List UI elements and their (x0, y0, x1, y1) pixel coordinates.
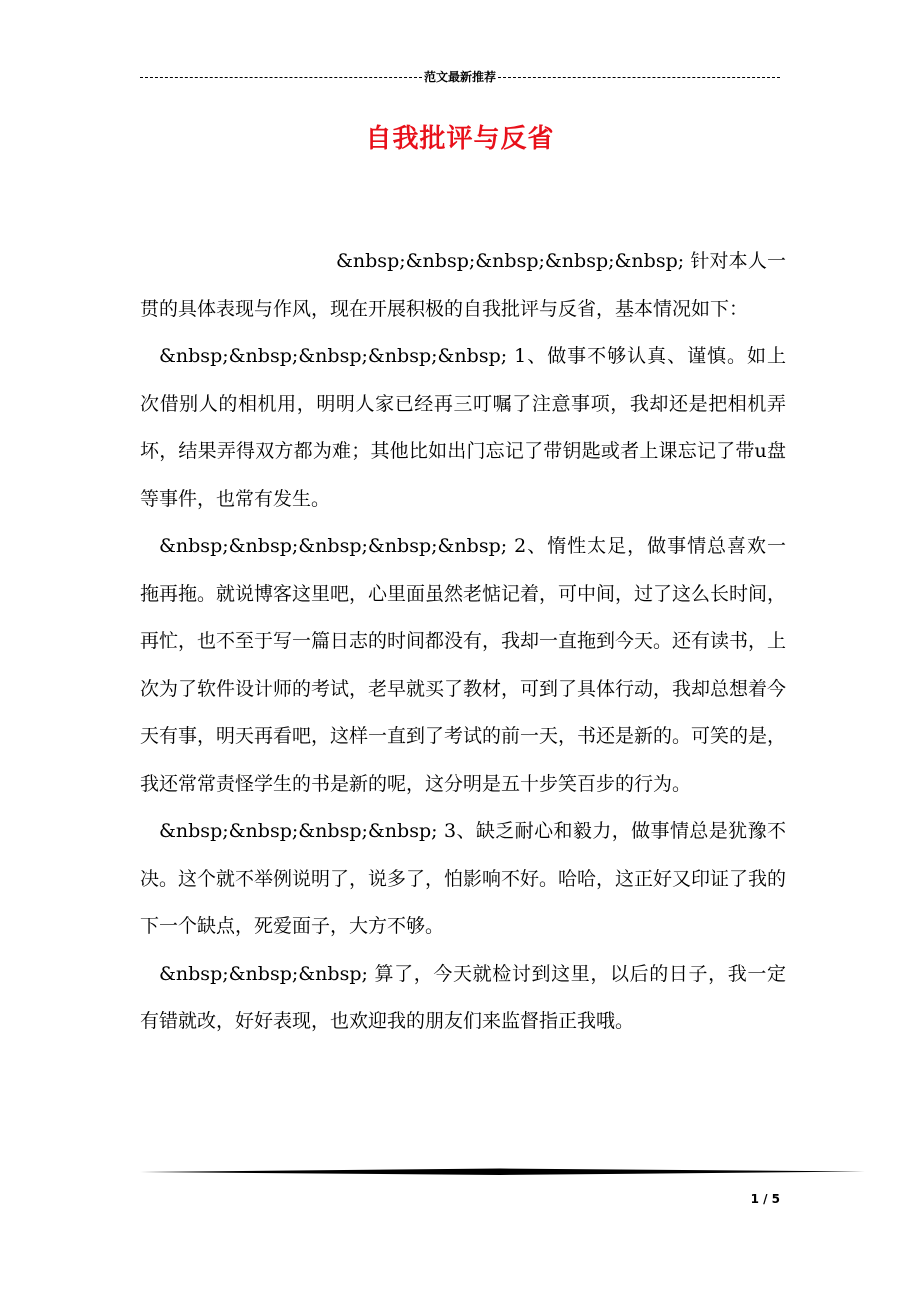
footer-divider (140, 1166, 865, 1176)
paragraph-point-1: &nbsp;&nbsp;&nbsp;&nbsp;&nbsp; 1、做事不够认真、谨慎。如上次借别人的相机用，明明人家已经再三叮嘱了注意事项，我却还是把相机弄坏，结果弄得双方都为难；其他比如出门忘记了带钥匙或者上课忘记了带u盘等事件，也常有发生。 (140, 345, 786, 510)
header-label: 范文最新推荐 (424, 70, 497, 84)
paragraph-point-3: &nbsp;&nbsp;&nbsp;&nbsp; 3、缺乏耐心和毅力，做事情总是犹豫不决。这个就不举例说明了，说多了，怕影响不好。哈哈，这正好又印证了我的下一个缺点，死爱面子，大方不够。 (140, 820, 787, 937)
document-body (140, 238, 786, 1046)
page-number: 1 / 5 (750, 1192, 780, 1206)
header-dash-left (140, 77, 422, 78)
document-title: 自我批评与反省 (365, 124, 555, 154)
paragraph-conclusion: &nbsp;&nbsp;&nbsp; 算了，今天就检讨到这里，以后的日子，我一定有错就改，好好表现，也欢迎我的朋友们来监督指正我哦。 (140, 962, 786, 1032)
header-dash-right (498, 77, 780, 78)
paragraph-point-2: &nbsp;&nbsp;&nbsp;&nbsp;&nbsp; 2、惰性太足，做事情总喜欢一拖再拖。就说博客这里吧，心里面虽然老惦记着，可中间，过了这么长时间，再忙，也不至于写一篇日志的时间都没有，我却一直拖到今天。还有读书，上次为了软件设计师的考试，老早就买了教材，可到了具体行动，我却总想着今天有事，明天再看吧，这样一直到了考试的前一天，书还是新的。可笑的是，我还常常责怪学生的书是新的呢，这分明是五十步笑百步的行为。 (140, 535, 787, 795)
paragraph-intro: &nbsp;&nbsp;&nbsp;&nbsp;&nbsp; 针对本人一贯的具体表现与作风，现在开展积极的自我批评与反省，基本情况如下： (140, 250, 786, 320)
page-header (140, 68, 780, 85)
